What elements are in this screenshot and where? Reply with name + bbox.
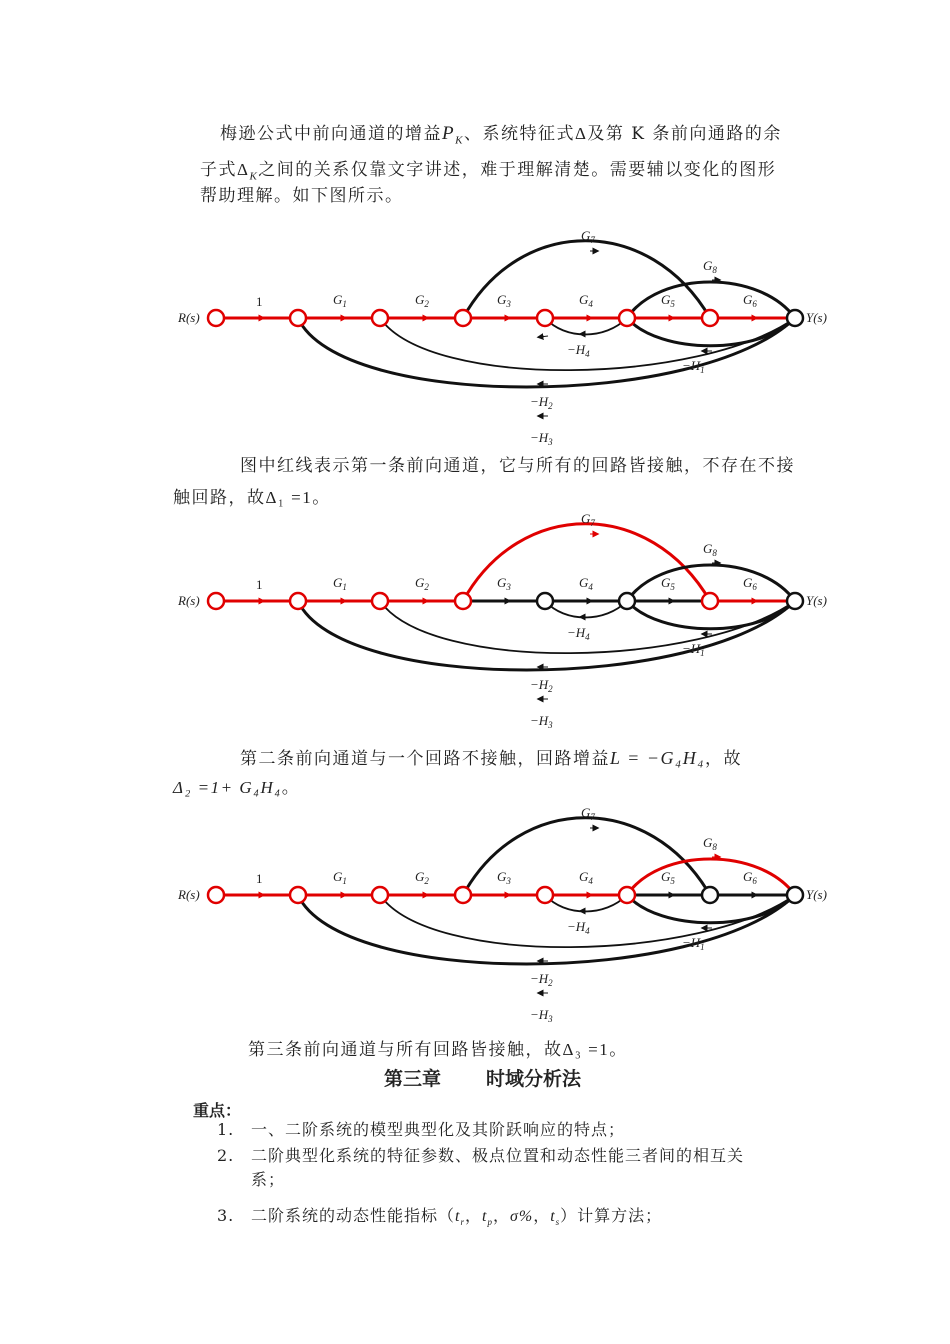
label-G3: $G_3$ [497,869,511,886]
label-R: R(s) [178,593,200,608]
intro-line3-text: 帮助理解。如下图所示。 [200,186,404,206]
sigma-symbol: σ% [509,1208,534,1225]
label-G5: $G_5$ [661,869,675,886]
caption2-text: 第二条前向通道与一个回路不接触，回路增益 [240,749,610,769]
label-G1: $G_1$ [333,575,347,592]
list-number: 3. [217,1206,235,1225]
label-G3: $G_3$ [497,292,511,309]
label-G2: $G_2$ [415,869,429,886]
label-H4: $-H_4$ [567,342,590,359]
label-H3: $-H_3$ [530,430,553,447]
dk-subscript: K [249,170,259,183]
signal-flow-graph-2 [0,503,950,738]
label-Y: Y(s) [806,887,827,902]
label-G1: $G_1$ [333,869,347,886]
label-H1: $-H_1$ [682,641,705,658]
list-text-cont: 系； [251,1170,286,1189]
label-1: 1 [256,294,263,309]
label-G7: $G_7$ [581,228,595,245]
caption2-text-b: ，故 [705,749,742,769]
list-item-continuation [251,1166,285,1193]
caption-3 [248,1036,628,1064]
label-G3: $G_3$ [497,575,511,592]
intro-line2-a: 子式 [200,160,237,180]
label-G4: $G_4$ [579,575,593,592]
list-text: 二阶典型化系统的特征参数、极点位置和动态性能三者间的相互关 [251,1146,745,1165]
label-H2: $-H_2$ [530,394,553,411]
dk-symbol: Δ [237,160,250,179]
list-number: 2. [217,1146,235,1165]
label-G8: $G_8$ [703,258,717,275]
caption1-line2-text: 触回路，故 [173,488,266,508]
caption-2 [240,744,840,773]
label-G8: $G_8$ [703,835,717,852]
tr-symbol: $t_r$ [455,1208,465,1228]
label-H1: $-H_1$ [682,358,705,375]
label-G2: $G_2$ [415,575,429,592]
key-points-heading: 重点： [193,1101,242,1120]
label-G1: $G_1$ [333,292,347,309]
delta1-formula: Δ₁ =1 [265,488,313,507]
label-G2: $G_2$ [415,292,429,309]
delta-symbol: Δ [574,124,588,143]
intro-line2-b: 之间的关系仅靠文字讲述，难于理解清楚。需要辅以变化的图形 [258,160,777,180]
intro-line1-a: 梅逊公式中前向通道的增益 [220,124,442,144]
caption3-end: 。 [609,1040,628,1060]
label-H4: $-H_4$ [567,625,590,642]
tp-symbol: $t_p$ [482,1208,493,1228]
label-H2: $-H_2$ [530,677,553,694]
intro-line3 [200,182,404,210]
list-item: 3. 二阶系统的动态性能指标（$t_r$，$t_p$，σ%，$t_s$）计算方法； [217,1202,837,1236]
pk-subscript: K [455,134,464,147]
label-G5: $G_5$ [661,575,675,592]
pk-symbol: P [442,123,456,144]
ts-symbol: $t_s$ [550,1208,561,1228]
caption3-text: 第三条前向通道与所有回路皆接触，故 [248,1040,563,1060]
delta2-formula: Δ₂ =1+ G₄H₄ [173,778,282,797]
label-G4: $G_4$ [579,869,593,886]
signal-flow-graph-3 [0,797,950,1032]
label-G6: $G_6$ [743,869,757,886]
list-item [217,1116,817,1143]
caption1-line1: 图中红线表示第一条前向通道，它与所有的回路皆接触，不存在不接 [240,456,795,476]
intro-line1-c: 及第 K 条前向通路的余 [587,124,782,144]
list-text: 一、二阶系统的模型典型化及其阶跃响应的特点； [251,1120,626,1139]
intro-paragraph [220,120,820,154]
label-G6: $G_6$ [743,575,757,592]
caption1-end: 。 [312,488,331,508]
label-H4: $-H_4$ [567,919,590,936]
intro-line1-b: 、系统特征式 [463,124,575,144]
loop-gain-formula: L = −G₄H₄ [610,748,705,768]
label-R: R(s) [178,310,200,325]
list-text-tail: ）计算方法； [560,1206,663,1225]
list-text: 二阶系统的动态性能指标（ [251,1206,456,1225]
label-G8: $G_8$ [703,541,717,558]
label-H2: $-H_2$ [530,971,553,988]
label-Y: Y(s) [806,310,827,325]
label-H3: $-H_3$ [530,1007,553,1024]
label-G4: $G_4$ [579,292,593,309]
caption-1 [240,452,820,480]
list-number: 1. [217,1120,235,1139]
chapter-number: 第三章 [384,1068,442,1090]
label-Y: Y(s) [806,593,827,608]
label-G7: $G_7$ [581,805,595,822]
label-G6: $G_6$ [743,292,757,309]
list-item [217,1142,817,1169]
label-H1: $-H_1$ [682,935,705,952]
label-1: 1 [256,577,263,592]
label-1: 1 [256,871,263,886]
chapter-title: 时域分析法 [486,1068,582,1090]
label-R: R(s) [178,887,200,902]
label-H3: $-H_3$ [530,713,553,730]
label-G5: $G_5$ [661,292,675,309]
label-G7: $G_7$ [581,511,595,528]
caption2-end: 。 [281,778,301,798]
signal-flow-graph-1 [0,220,950,455]
delta3-formula: Δ₃ =1 [562,1040,610,1059]
